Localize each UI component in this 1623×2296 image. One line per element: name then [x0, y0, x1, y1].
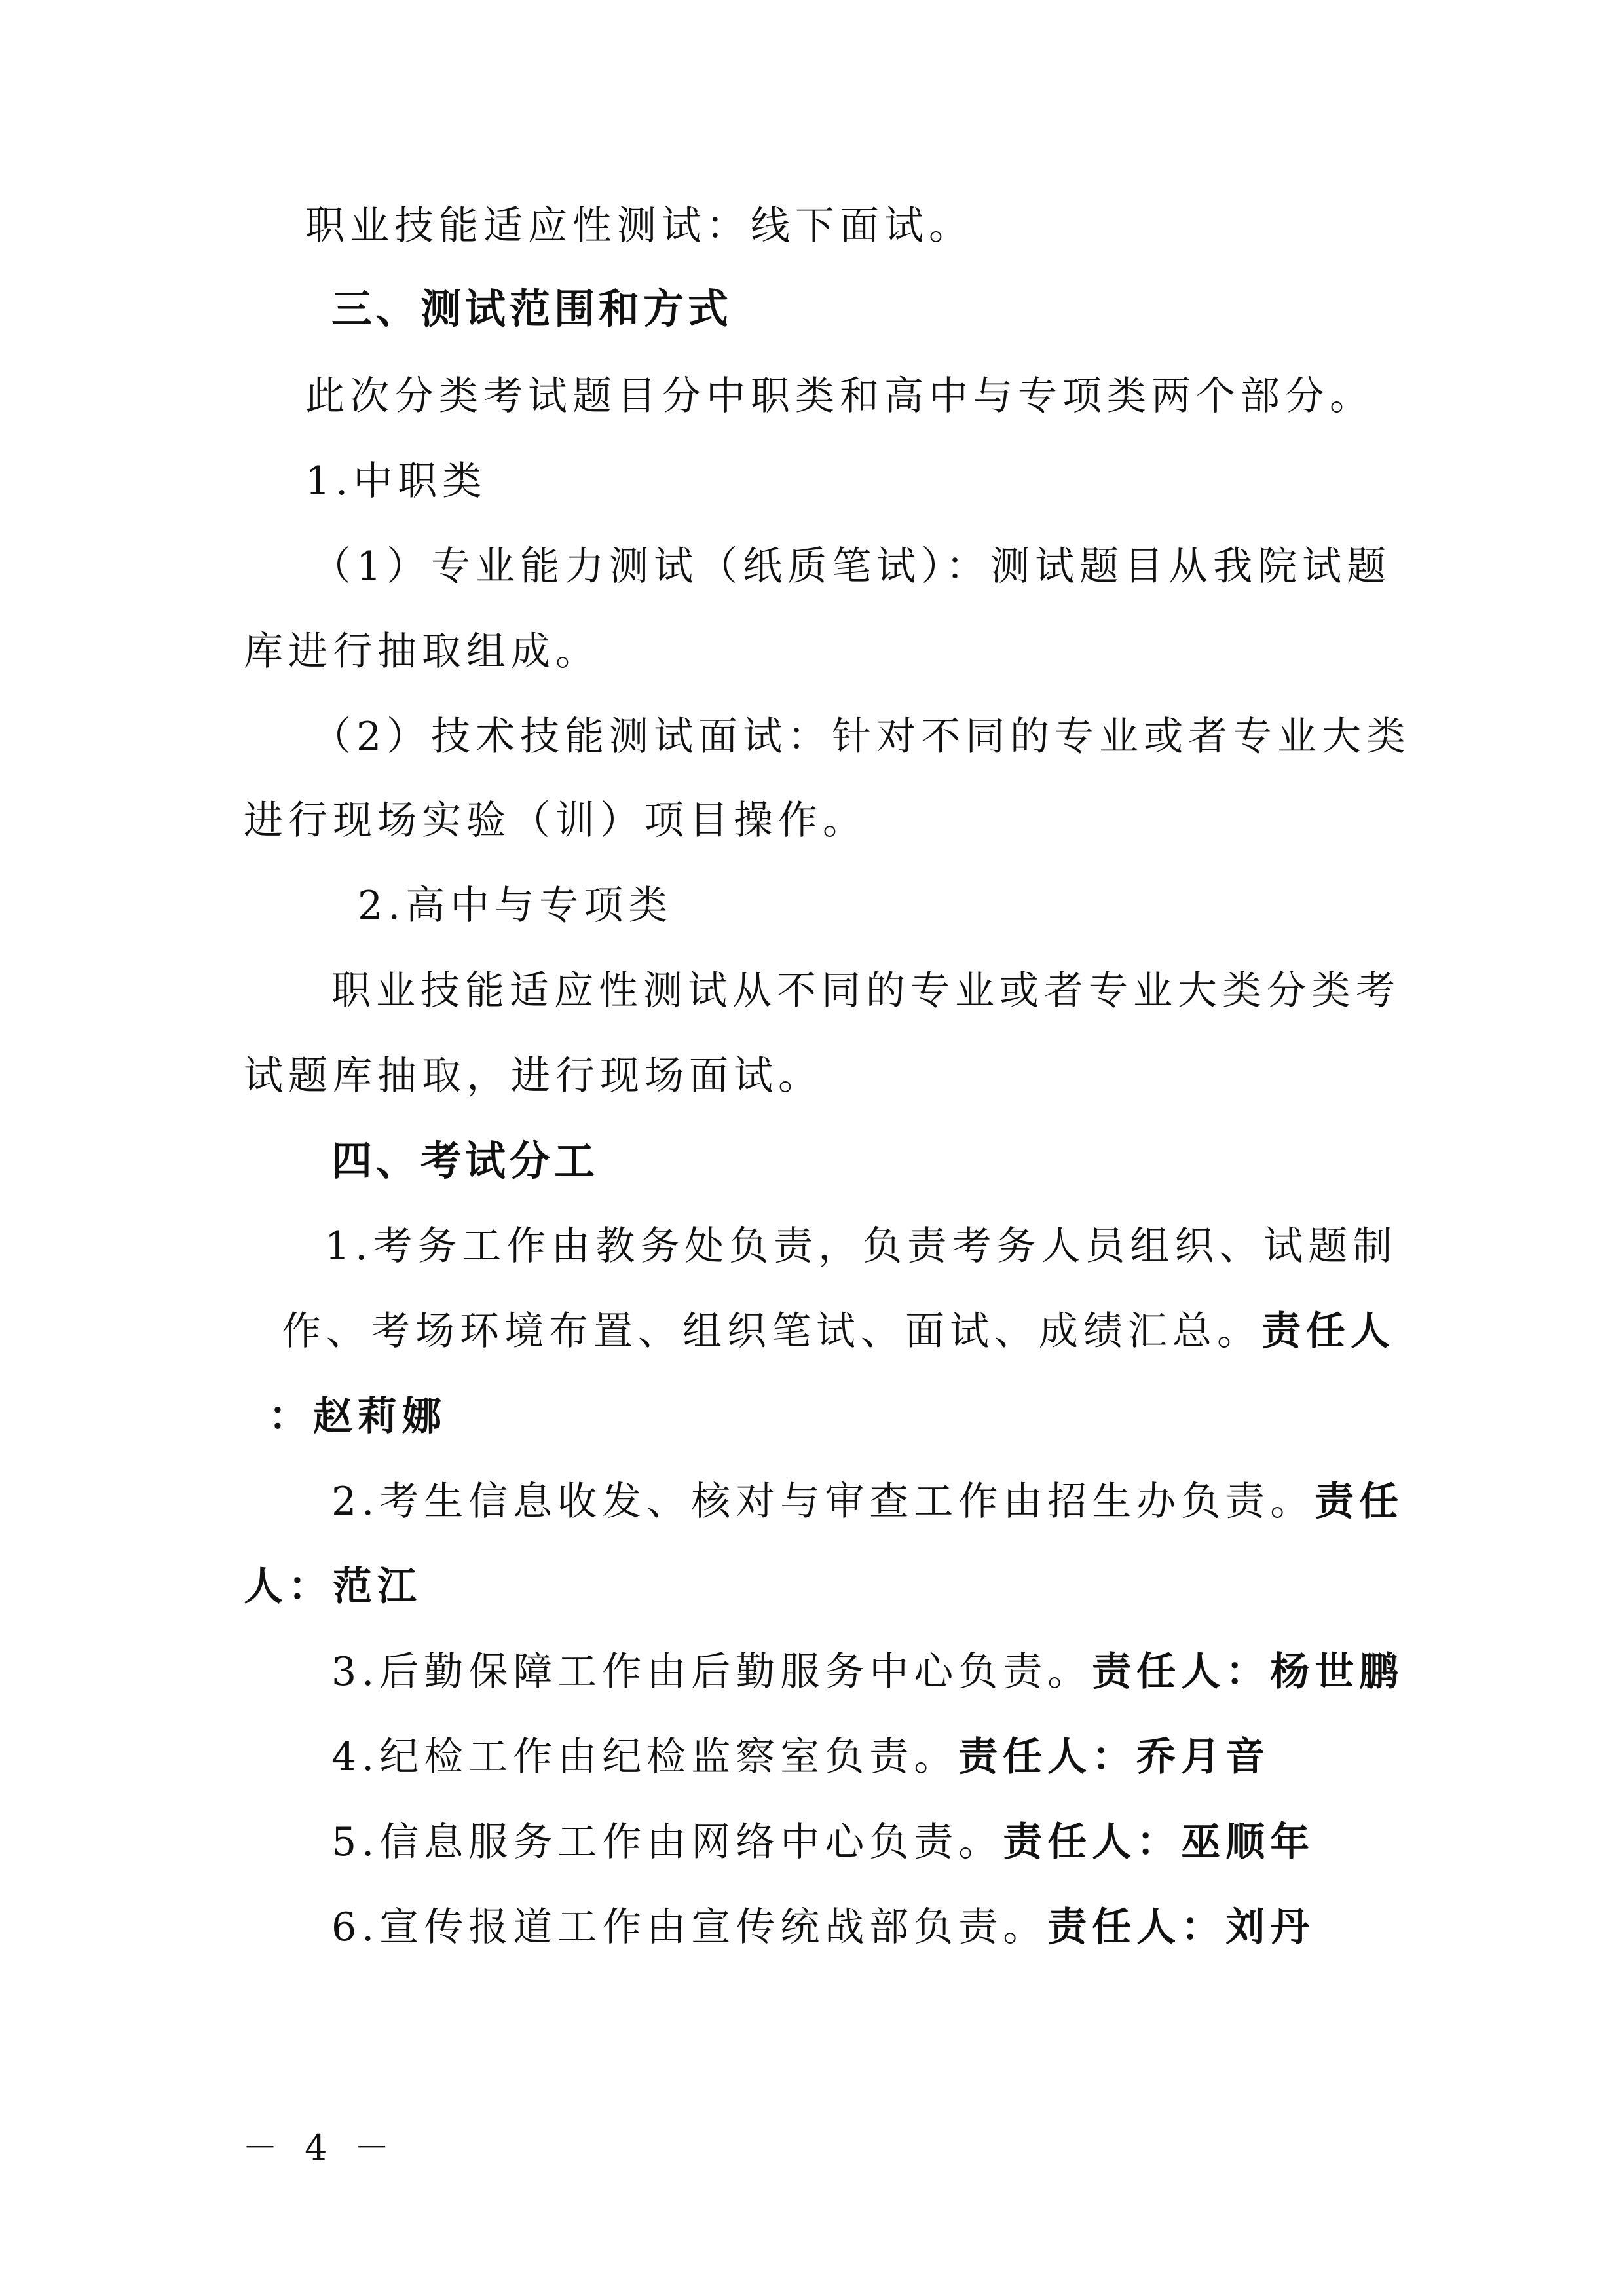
list-item: 1.中职类	[305, 458, 487, 504]
responsible-person: 责任人：乔月音	[958, 1734, 1271, 1780]
body-line: 试题库抽取，进行现场面试。	[244, 1053, 823, 1099]
duty-text: 6.宣传报道工作由宣传统战部负责。	[331, 1904, 1048, 1950]
section-heading: 三、测试范围和方式	[331, 285, 733, 333]
body-line	[282, 1305, 1395, 1358]
responsible-person: 责任人：刘丹	[1047, 1904, 1315, 1950]
page-number: － 4 －	[242, 2127, 398, 2168]
body-line: 1.考务工作由教务处负责，负责考务人员组织、试题制	[325, 1223, 1398, 1269]
duty-text: 2.考生信息收发、核对与审查工作由招生办负责。	[331, 1479, 1315, 1525]
responsible-person: 责任人：巫顺年	[1003, 1819, 1315, 1865]
body-line: （1）专业能力测试（纸质笔试）：测试题目从我院试题	[312, 544, 1392, 589]
section-heading: 四、考试分工	[331, 1137, 599, 1185]
body-line	[331, 1816, 1315, 1868]
body-line: 库进行抽取组成。	[244, 629, 600, 675]
responsible-label: 责任	[1315, 1479, 1404, 1525]
body-line: （2）技术技能测试面试：针对不同的专业或者专业大类	[312, 714, 1411, 760]
body-line	[331, 1646, 1404, 1698]
body-line	[331, 1731, 1270, 1783]
duty-text: 5.信息服务工作由网络中心负责。	[331, 1819, 1003, 1865]
body-line: 此次分类考试题目分中职类和高中与专项类两个部分。	[305, 373, 1374, 419]
responsible-label: 责任人	[1261, 1308, 1395, 1354]
duty-text: 3.后勤保障工作由后勤服务中心负责。	[331, 1649, 1092, 1695]
body-line	[331, 1475, 1404, 1528]
body-line: 职业技能适应性测试：线下面试。	[305, 203, 973, 249]
responsible-person: 责任人：杨世鹏	[1092, 1649, 1404, 1695]
responsible-person: 人：范江	[244, 1564, 422, 1610]
body-line	[331, 1901, 1315, 1953]
responsible-person: ：赵莉娜	[269, 1394, 447, 1439]
body-line: 职业技能适应性测试从不同的专业或者专业大类分类考	[331, 968, 1400, 1014]
duty-text: 4.纪检工作由纪检监察室负责。	[331, 1734, 959, 1780]
duty-text: 作、考场环境布置、组织笔试、面试、成绩汇总。	[282, 1308, 1261, 1354]
list-item: 2.高中与专项类	[358, 883, 673, 929]
body-line: 进行现场实验（训）项目操作。	[244, 798, 867, 843]
